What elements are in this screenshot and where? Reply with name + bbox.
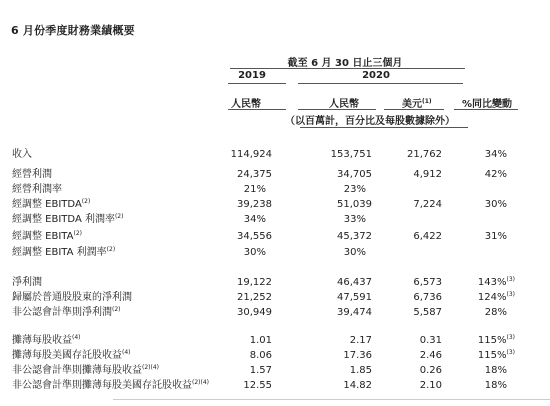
value-2020: 153,751 bbox=[330, 149, 372, 160]
row-label: 攤薄每股美國存託股收益$^{(4)}$ bbox=[12, 349, 131, 361]
value-2019: 21% bbox=[243, 184, 266, 195]
row-label: 非公認會計準則攤薄每股收益$^{(2)(4)}$ bbox=[12, 364, 159, 376]
year-2019-underline bbox=[228, 83, 286, 84]
page-title: 6 月份季度財務業績概要 bbox=[11, 24, 135, 37]
value-yoy: 115%$^{(3)}$ bbox=[477, 334, 515, 346]
value-2019: 8.06 bbox=[249, 350, 272, 361]
currency-rmb-2019: 人民幣 bbox=[231, 99, 261, 110]
value-2020: 17.36 bbox=[343, 350, 372, 361]
period-header: 截至 6 月 30 日止三個月 bbox=[287, 58, 403, 69]
table-row bbox=[0, 306, 550, 320]
table-row bbox=[0, 291, 550, 305]
value-yoy: 18% bbox=[484, 365, 507, 376]
value-yoy: 18% bbox=[484, 380, 507, 391]
value-2019: 21,252 bbox=[237, 292, 272, 303]
value-2020: 23% bbox=[343, 184, 366, 195]
table-row bbox=[0, 349, 550, 363]
year-2020-header: 2020 bbox=[362, 70, 390, 81]
value-2019: 34% bbox=[243, 214, 266, 225]
value-yoy: 31% bbox=[484, 231, 507, 242]
value-2019: 30% bbox=[243, 247, 266, 258]
currency-rmb-2020: 人民幣 bbox=[329, 99, 359, 110]
value-2019: 12.55 bbox=[243, 380, 272, 391]
value-2019: 30,949 bbox=[237, 307, 272, 318]
table-row bbox=[0, 364, 550, 378]
value-usd: 5,587 bbox=[413, 307, 442, 318]
row-label: 經營利潤 bbox=[12, 169, 52, 180]
year-2020-underline bbox=[298, 83, 463, 84]
bottom-divider bbox=[113, 399, 550, 400]
year-2019-header: 2019 bbox=[238, 70, 266, 81]
yoy-header: %同比變動 bbox=[462, 99, 513, 110]
row-label: 非公認會計準則攤薄每股美國存託股收益$^{(2)(4)}$ bbox=[12, 379, 209, 391]
value-usd: 0.31 bbox=[419, 335, 442, 346]
value-2019: 39,238 bbox=[237, 199, 272, 210]
value-2019: 19,122 bbox=[237, 277, 272, 288]
value-usd: 7,224 bbox=[413, 199, 442, 210]
value-2020: 1.85 bbox=[349, 365, 372, 376]
value-yoy: 124%$^{(3)}$ bbox=[477, 291, 515, 303]
value-usd: 21,762 bbox=[407, 149, 442, 160]
row-label: 淨利潤 bbox=[12, 277, 42, 288]
value-2020: 30% bbox=[343, 247, 366, 258]
value-2020: 14.82 bbox=[343, 380, 372, 391]
table-row bbox=[0, 148, 550, 162]
value-2019: 1.01 bbox=[249, 335, 272, 346]
value-yoy: 143%$^{(3)}$ bbox=[477, 276, 515, 288]
table-row bbox=[0, 379, 550, 393]
table-row bbox=[0, 230, 550, 244]
period-underline bbox=[230, 68, 465, 69]
value-2019: 1.57 bbox=[249, 365, 272, 376]
value-yoy: 34% bbox=[484, 149, 507, 160]
currency-usd: 美元$^{(1)}$ bbox=[402, 98, 432, 110]
col1-underline bbox=[228, 109, 286, 110]
table-row bbox=[0, 334, 550, 348]
units-underline bbox=[300, 127, 468, 128]
value-2020: 2.17 bbox=[349, 335, 372, 346]
value-2020: 39,474 bbox=[337, 307, 372, 318]
row-label: 收入 bbox=[12, 149, 32, 160]
value-usd: 2.46 bbox=[419, 350, 442, 361]
col4-underline bbox=[454, 109, 518, 110]
row-label: 攤薄每股收益$^{(4)}$ bbox=[12, 334, 81, 346]
units-note: （以百萬計，百分比及每股數據除外） bbox=[285, 116, 455, 127]
value-2020: 34,705 bbox=[337, 169, 372, 180]
table-row bbox=[0, 183, 550, 197]
value-usd: 0.26 bbox=[419, 365, 442, 376]
row-label: 經調整 EBITDA$^{(2)}$ bbox=[12, 198, 91, 210]
value-usd: 2.10 bbox=[419, 380, 442, 391]
value-2020: 45,372 bbox=[337, 231, 372, 242]
row-label: 經調整 EBITDA 利潤率$^{(2)}$ bbox=[12, 213, 124, 225]
value-2019: 34,556 bbox=[237, 231, 272, 242]
row-label: 經營利潤率 bbox=[12, 184, 62, 195]
value-yoy: 28% bbox=[484, 307, 507, 318]
table-row bbox=[0, 168, 550, 182]
col3-underline bbox=[384, 109, 444, 110]
row-label: 歸屬於普通股股東的淨利潤 bbox=[12, 292, 132, 303]
value-usd: 4,912 bbox=[413, 169, 442, 180]
col2-underline bbox=[298, 109, 376, 110]
row-label: 經調整 EBITA 利潤率$^{(2)}$ bbox=[12, 246, 116, 258]
value-yoy: 42% bbox=[484, 169, 507, 180]
table-row bbox=[0, 246, 550, 260]
row-label: 非公認會計準則淨利潤$^{(2)}$ bbox=[12, 306, 121, 318]
value-2020: 47,591 bbox=[337, 292, 372, 303]
table-row bbox=[0, 213, 550, 227]
row-label: 經調整 EBITA$^{(2)}$ bbox=[12, 230, 82, 242]
value-2019: 114,924 bbox=[230, 149, 272, 160]
value-2020: 46,437 bbox=[337, 277, 372, 288]
table-row bbox=[0, 198, 550, 212]
value-usd: 6,422 bbox=[413, 231, 442, 242]
value-2020: 51,039 bbox=[337, 199, 372, 210]
value-yoy: 115%$^{(3)}$ bbox=[477, 349, 515, 361]
table-row bbox=[0, 276, 550, 290]
value-2020: 33% bbox=[343, 214, 366, 225]
value-yoy: 30% bbox=[484, 199, 507, 210]
value-usd: 6,573 bbox=[413, 277, 442, 288]
value-2019: 24,375 bbox=[237, 169, 272, 180]
value-usd: 6,736 bbox=[413, 292, 442, 303]
